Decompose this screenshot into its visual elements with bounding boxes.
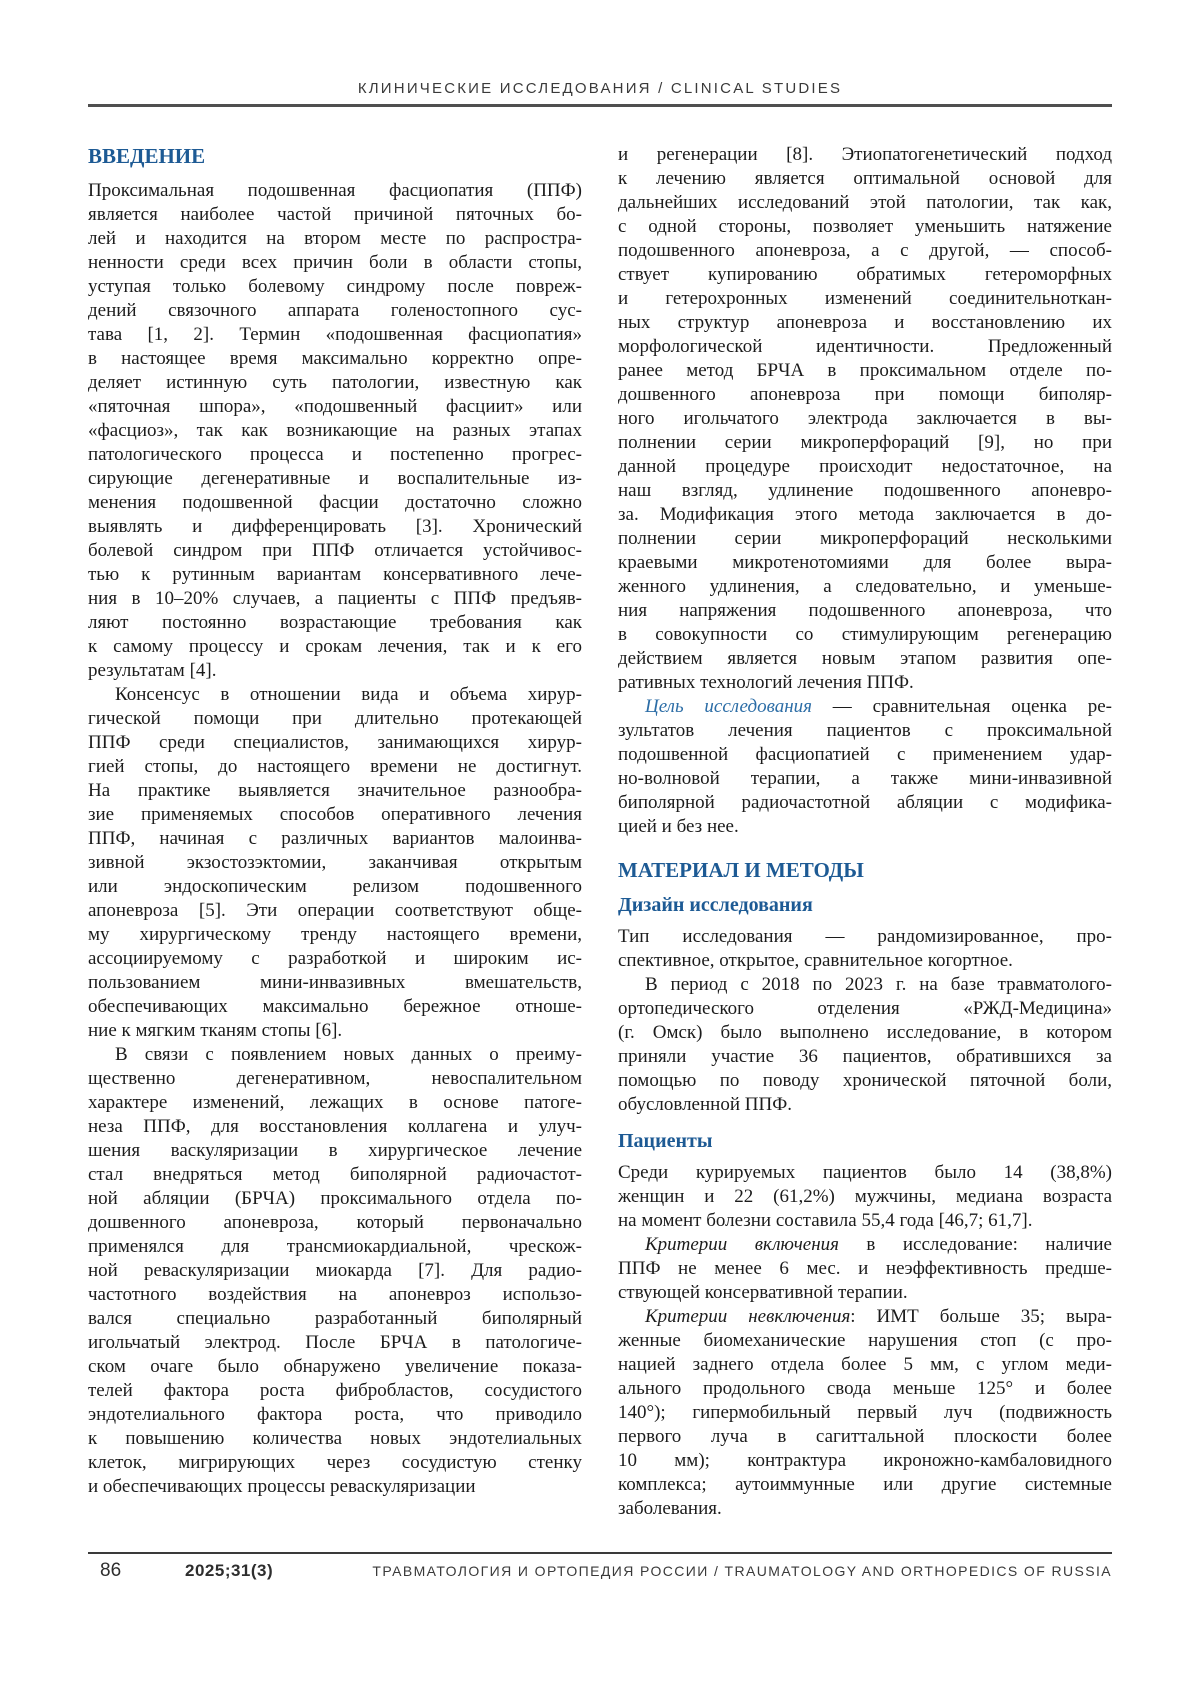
text-line: спективное, открытое, сравнительное когортное. [618, 950, 1013, 971]
text-line: ния напряжения подошвенного апоневроза, что [618, 600, 1112, 621]
text-line: цией и без нее. [618, 816, 739, 837]
text-line: к самому процессу и срокам лечения, так и к его [88, 636, 582, 657]
text-line: клеток, мигрирующих через сосудистую стенку [88, 1452, 582, 1473]
text-line: ративных технологий лечения ППФ. [618, 672, 914, 693]
text-line: подошвенной фасциопатией с применением удар- [618, 744, 1112, 765]
text-line: Критерии включения в исследование: наличие [645, 1234, 1112, 1255]
text-line: за. Модификация этого метода заключается в до- [618, 504, 1112, 525]
text-line: обеспечивающих максимально бережное отноше- [88, 996, 582, 1017]
text-line: наш взгляд, удлинение подошвенного апоневро- [618, 480, 1112, 501]
text-line: болевой синдром при ППФ отличается устойчивос- [88, 540, 582, 561]
text-line: заболевания. [618, 1498, 722, 1519]
paragraph [88, 1043, 582, 1499]
article-body [88, 143, 1112, 1521]
text-line: и обеспечивающих процессы реваскуляризации [88, 1476, 476, 1497]
text-line: Тип исследования — рандомизированное, про- [618, 926, 1112, 947]
text-line: ной абляции (БРЧА) проксимального отдела по- [88, 1188, 582, 1209]
text-line: приняли участие 36 пациентов, обратившихся за [618, 1046, 1112, 1067]
text-line: Консенсус в отношении вида и объема хирур- [115, 684, 582, 705]
text-line: Цель исследования — сравнительная оценка ре- [645, 696, 1112, 717]
text-line: лей и находится на втором месте по распростра- [88, 228, 582, 249]
paragraph [618, 1305, 1112, 1521]
text-line: ненности среди всех причин боли в области стопы, [88, 252, 582, 273]
paragraph [88, 683, 582, 1043]
text-line: дальнейших исследований этой патологии, так как, [618, 192, 1112, 213]
text-line: ППФ среди специалистов, занимающихся хирур- [88, 732, 582, 753]
text-line: зультатов лечения пациентов с проксимальной [618, 720, 1112, 741]
text-line: дошвенного апоневроза при помощи биполяр- [618, 384, 1112, 405]
criteria-lead: Критерии невключения [645, 1306, 851, 1327]
text-line: ассоциируемому с разработкой и широким ис- [88, 948, 582, 969]
text-line: комплекса; аутоиммунные или другие системные [618, 1474, 1112, 1495]
text-line: помощью по поводу хронической пяточной боли, [618, 1070, 1112, 1091]
criteria-lead: Критерии включения [645, 1234, 839, 1255]
text-line: дений связочного аппарата голеностопного сус- [88, 300, 582, 321]
paragraph [618, 925, 1112, 973]
running-head-title: КЛИНИЧЕСКИЕ ИССЛЕДОВАНИЯ / CLINICAL STUDIES [357, 80, 843, 97]
text-line: ском очаге было обнаружено увеличение показа- [88, 1356, 582, 1377]
text-line: в настоящее время максимально корректно опре- [88, 348, 582, 369]
text-line: частотного воздействия на апоневроз использо- [88, 1284, 582, 1305]
text-line: полнении серии микроперфораций несколькими [618, 528, 1112, 549]
text-line: тава [1, 2]. Термин «подошвенная фасциопатия» [88, 324, 582, 345]
text-line: ствующей консервативной терапии. [618, 1282, 908, 1303]
text-line: гией стопы, до настоящего времени не достигнут. [88, 756, 582, 777]
text-line: неза ППФ, для восстановления коллагена и улуч- [88, 1116, 582, 1137]
text-line: обусловленной ППФ. [618, 1094, 792, 1115]
text-line: морфологической идентичности. Предложенный [618, 336, 1112, 357]
text-line: результатам [4]. [88, 660, 217, 681]
text-line: ных структур апоневроза и восстановлению их [618, 312, 1112, 333]
text-line: и регенерации [8]. Этиопатогенетический подход [618, 144, 1112, 165]
text-line: щественно дегенеративном, невоспалительном [88, 1068, 582, 1089]
study-goal-lead: Цель исследования [645, 696, 812, 717]
paragraph [618, 695, 1112, 839]
text-line: к повышению количества новых эндотелиальных [88, 1428, 582, 1449]
footer-rule [88, 1552, 1112, 1554]
text-line: дошвенного апоневроза, который первоначально [88, 1212, 582, 1233]
section-heading: ВВЕДЕНИЕ [88, 144, 206, 168]
paragraph [618, 1233, 1112, 1305]
text-line: эндотелиального фактора роста, что приводило [88, 1404, 582, 1425]
text-line: ствует купированию обратимых гетероморфных [618, 264, 1112, 285]
text-line: выявлять и дифференцировать [3]. Хронический [88, 516, 582, 537]
header-rule [88, 104, 1112, 107]
text-line: Проксимальная подошвенная фасциопатия (ППФ) [88, 180, 582, 201]
subsection-heading: Пациенты [618, 1130, 713, 1152]
text-line: гической помощи при длительно протекающей [88, 708, 582, 729]
text-line: апоневроза [5]. Эти операции соответствуют обще- [88, 900, 582, 921]
subsection-heading: Дизайн исследования [618, 894, 813, 916]
text-line: полнении серии микроперфораций [9], но при [618, 432, 1112, 453]
page-number: 86 [100, 1560, 122, 1581]
section-heading: МАТЕРИАЛ И МЕТОДЫ [618, 858, 864, 882]
text-line: «пяточная шпора», «подошвенный фасциит» или [88, 396, 582, 417]
paragraph [618, 973, 1112, 1117]
text-line: нацией заднего отдела более 5 мм, с углом меди- [618, 1354, 1112, 1375]
text-line: ляют постоянно возрастающие требования как [88, 612, 582, 633]
text-line: зивной экзостозэктомии, заканчивая открытым [88, 852, 582, 873]
text-line: На практике выявляется значительное разнообра- [88, 780, 582, 801]
text-line: стал внедряться метод биполярной радиочастот- [88, 1164, 582, 1185]
text-line: в совокупности со стимулирующим регенерацию [618, 624, 1112, 645]
text-line: шения васкуляризации в хирургическое лечение [88, 1140, 582, 1161]
text-line: В период с 2018 по 2023 г. на базе травматолого- [645, 974, 1112, 995]
text-line: ортопедического отделения «РЖД-Медицина» [618, 998, 1112, 1019]
text-line: менения подошвенной фасции достаточно сложно [88, 492, 582, 513]
text-line: патологического процесса и постепенно прогрес- [88, 444, 582, 465]
text-line: женщин и 22 (61,2%) мужчины, медиана возраста [618, 1186, 1112, 1207]
text-line: игольчатый электрод. После БРЧА в патологиче- [88, 1332, 582, 1353]
text-line: ние к мягким тканям стопы [6]. [88, 1020, 343, 1041]
text-line: «фасциоз», так как возникающие на разных этапах [88, 420, 582, 441]
text-line: тью к рутинным вариантам консервативного лече- [88, 564, 582, 585]
text-line: действием является новым этапом развития опе- [618, 648, 1112, 669]
text-line: данной процедуре происходит недостаточное, на [618, 456, 1112, 477]
text-line: женные биомеханические нарушения стоп (с про- [618, 1330, 1112, 1351]
paragraph [618, 143, 1112, 695]
text-line: женного удлинения, а следовательно, и уменьше- [618, 576, 1112, 597]
column-right [618, 143, 1112, 1521]
text-line: ной реваскуляризации миокарда [7]. Для радио- [88, 1260, 582, 1281]
text-line: (г. Омск) было выполнено исследование, в котором [618, 1022, 1112, 1043]
column-left [88, 143, 582, 1521]
text-line: ранее метод БРЧА в проксимальном отделе по- [618, 360, 1112, 381]
text-line: зие применяемых способов оперативного лечения [88, 804, 582, 825]
text-line: 10 мм); контрактура икроножно-камбаловидного [618, 1450, 1112, 1471]
text-line: подошвенного апоневроза, а с другой, — способ- [618, 240, 1112, 261]
text-line: 140°); гипермобильный первый луч (подвижность [618, 1402, 1112, 1423]
text-line: ППФ не менее 6 мес. и неэффективность предше- [618, 1258, 1112, 1279]
journal-title: ТРАВМАТОЛОГИЯ И ОРТОПЕДИЯ РОССИИ / TRAUMATOLOGY AND ORTHOPEDICS OF RUSSIA [372, 1563, 1112, 1579]
text-line: биполярной радиочастотной абляции с модифика- [618, 792, 1112, 813]
text-line: Критерии невключения: ИМТ больше 35; выра- [645, 1306, 1112, 1327]
text-line: уступая только болевому синдрому после повреж- [88, 276, 582, 297]
text-line: деляет истинную суть патологии, известную как [88, 372, 582, 393]
footer [88, 1560, 1112, 1582]
text-line: ного игольчатого электрода заключается в вы- [618, 408, 1112, 429]
text-line: и гетерохронных изменений соединительноткан- [618, 288, 1112, 309]
text-line: телей фактора роста фибробластов, сосудистого [88, 1380, 582, 1401]
text-line: является наиболее частой причиной пяточных бо- [88, 204, 582, 225]
text-line: Среди курируемых пациентов было 14 (38,8%) [618, 1162, 1112, 1183]
text-line: пользованием мини-инвазивных вмешательств, [88, 972, 582, 993]
issue-info: 2025;31(3) [185, 1561, 274, 1580]
paragraph [88, 179, 582, 683]
text-line: ального продольного свода меньше 125° и более [618, 1378, 1112, 1399]
text-line: первого луча в сагиттальной плоскости более [618, 1426, 1112, 1447]
text-line: сирующие дегенеративные и воспалительные из- [88, 468, 582, 489]
text-line: му хирургическому тренду настоящего времени, [88, 924, 582, 945]
text-line: ППФ, начиная с различных вариантов малоинва- [88, 828, 582, 849]
text-line: к лечению является оптимальной основой для [618, 168, 1112, 189]
text-line: вался специально разработанный биполярный [88, 1308, 582, 1329]
paragraph [618, 1161, 1112, 1233]
text-line: краевыми микротенотомиями для более выра- [618, 552, 1112, 573]
text-line: применялся для трансмиокардиальной, чрескож- [88, 1236, 582, 1257]
text-line: ния в 10–20% случаев, а пациенты с ППФ предъяв- [88, 588, 582, 609]
text-line: с одной стороны, позволяет уменьшить натяжение [618, 216, 1112, 237]
text-line: или эндоскопическим релизом подошвенного [88, 876, 582, 897]
text-line: на момент болезни составила 55,4 года [46,7; 61,7]. [618, 1210, 1033, 1231]
text-line: В связи с появлением новых данных о преиму- [115, 1044, 582, 1065]
text-line: но-волновой терапии, а также мини-инвазивной [618, 768, 1112, 789]
text-line: характере изменений, лежащих в основе патоге- [88, 1092, 582, 1113]
